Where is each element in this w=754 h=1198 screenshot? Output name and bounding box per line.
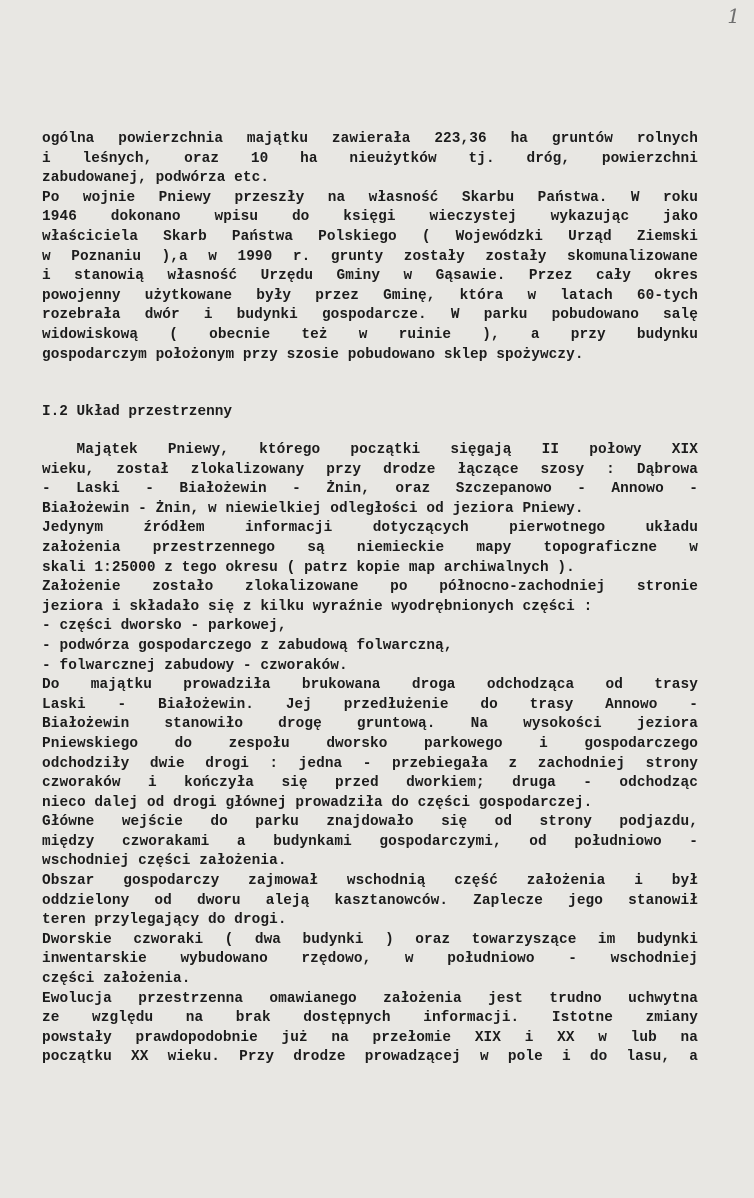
text-line: Jedynym źródłem informacji dotyczących pierwotnego układu [42, 520, 698, 537]
text-line: czworaków i kończyła się przed dworkiem; druga - odchodząc [42, 775, 698, 792]
text-line: - folwarcznej zabudowy - czworaków. [42, 657, 348, 674]
text-line: - Laski - Białożewin - Żnin, oraz Szczepanowo - Annowo - [42, 481, 698, 498]
text-line: jeziora i składało się z kilku wyraźnie wyodrębnionych części : [42, 598, 593, 615]
text-line: Pniewskiego do zespołu dworsko parkowego i gospodarczego [42, 735, 698, 752]
text-line: teren przylegający do drogi. [42, 912, 287, 929]
text-line: rozebrała dwór i budynki gospodarcze. W parku pobudowano salę [42, 307, 698, 324]
text-line: w Poznaniu ),a w 1990 r. grunty zostały zostały skomunalizowane [42, 248, 698, 265]
text-line: wieku, został zlokalizowany przy drodze łączące szosy : Dąbrowa [42, 461, 698, 478]
text-line: i stanowią własność Urzędu Gminy w Gąsawie. Przez cały okres [42, 268, 698, 285]
text-line: ze względu na brak dostępnych informacji. Istotne zmiany [42, 1010, 698, 1027]
text-line: Po wojnie Pniewy przeszły na własność Skarbu Państwa. W roku [42, 189, 698, 206]
text-line: wschodniej części założenia. [42, 853, 287, 870]
text-line: zabudowanej, podwórza etc. [42, 170, 270, 187]
text-line: i leśnych, oraz 10 ha nieużytków tj. dróg, powierzchni [42, 150, 698, 167]
text-line: Do majątku prowadziła brukowana droga odchodząca od trasy [42, 677, 698, 694]
section-heading: I.2 Układ przestrzenny [42, 404, 232, 420]
text-line: powstały prawdopodobnie już na przełomie XIX i XX w lub na [42, 1029, 698, 1046]
text-line: nieco dalej od drogi głównej prowadziła do części gospodarczej. [42, 794, 593, 811]
text-line: Założenie zostało zlokalizowane po północno-zachodniej stronie [42, 579, 698, 596]
text-line: Główne wejście do parku znajdowało się od strony podjazdu, [42, 814, 698, 831]
text-line: oddzielony od dworu aleją kasztanowców. Zaplecze jego stanowił [42, 892, 698, 909]
text-line: widowiskową ( obecnie też w ruinie ), a przy budynku [42, 326, 698, 343]
text-line: Białożewin - Żnin, w niewielkiej odległości od jeziora Pniewy. [42, 500, 584, 517]
text-line: ogólna powierzchnia majątku zawierała 223,36 ha gruntów rolnych [42, 131, 698, 147]
text-line: inwentarskie wybudowano rzędowo, w południowo - wschodniej [42, 951, 698, 968]
text-line: odchodziły dwie drogi : jedna - przebiegała z zachodniej strony [42, 755, 698, 772]
text-line: - części dworsko - parkowej, [42, 618, 287, 635]
text-line: skali 1:25000 z tego okresu ( patrz kopie map archiwalnych ). [42, 559, 575, 576]
text-line: właściciela Skarb Państwa Polskiego ( Wojewódzki Urząd Ziemski [42, 228, 698, 245]
text-line: części założenia. [42, 971, 191, 988]
text-line: powojenny użytkowane były przez Gminę, która w latach 60-tych [42, 287, 698, 304]
text-line: początku XX wieku. Przy drodze prowadzącej w pole i do lasu, a [42, 1049, 698, 1066]
section-ownership-history [42, 130, 698, 365]
text-line: między czworakami a budynkami gospodarczymi, od południowo - [42, 833, 698, 850]
text-line: gospodarczym położonym przy szosie pobudowano sklep spożywczy. [42, 346, 584, 363]
text-line: Ewolucja przestrzenna omawianego założenia jest trudno uchwytna [42, 990, 698, 1007]
text-line: Białożewin stanowiło drogę gruntową. Na wysokości jeziora [42, 716, 698, 733]
text-line: Obszar gospodarczy zajmował wschodnią część założenia i był [42, 873, 698, 890]
section-spatial-layout [42, 441, 698, 1068]
text-line: Majątek Pniewy, którego początki sięgają II połowy XIX [76, 442, 698, 458]
text-line: - podwórza gospodarczego z zabudową folwarczną, [42, 637, 453, 654]
text-line: założenia przestrzennego są niemieckie mapy topograficzne w [42, 539, 698, 556]
text-line: Laski - Białożewin. Jej przedłużenie do trasy Annowo - [42, 696, 698, 713]
text-line: 1946 dokonano wpisu do księgi wieczystej wykazując jako [42, 209, 698, 226]
text-line: Dworskie czworaki ( dwa budynki ) oraz towarzyszące im budynki [42, 931, 698, 948]
page-number: 1 [727, 4, 740, 28]
